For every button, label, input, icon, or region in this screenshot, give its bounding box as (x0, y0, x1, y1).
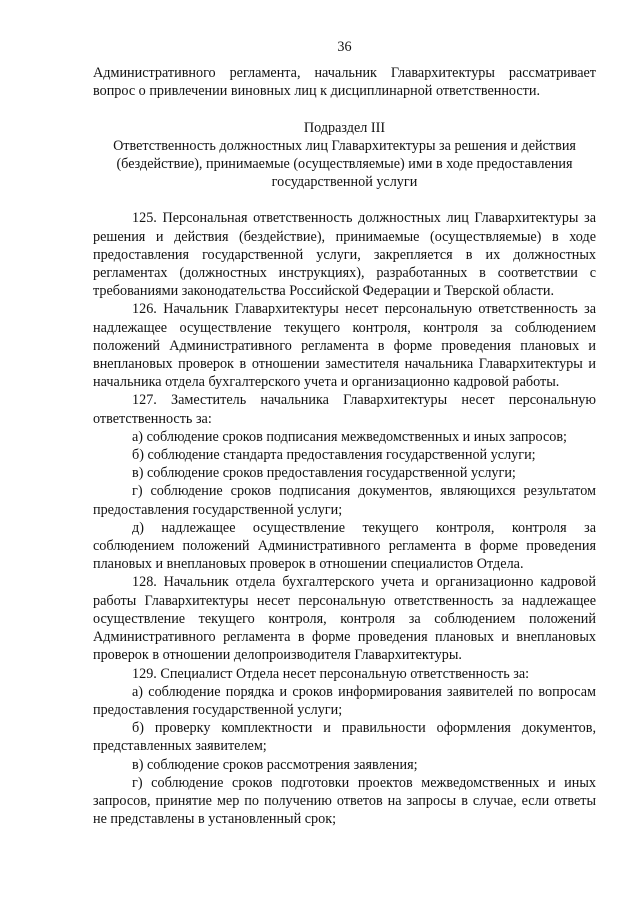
paragraph-126: 126. Начальник Главархитектуры несет персональную ответственность за надлежащее осуществление текущего контроля, контроля за соблюдением положений Административного регламента в форме проведения плановых и внеплановых проверок в отношении заместителя начальника Главархитектуры и начальника отдела бухгалтерского учета и организационно кадровой работы. (93, 301, 596, 391)
list-item-127-d: д) надлежащее осуществление текущего контроля, контроля за соблюдением положений Административного регламента в форме проведения плановых и внеплановых проверок в отношении специалистов Отдела. (93, 519, 596, 573)
subsection-label: Подраздел III (303, 119, 386, 136)
paragraph-125: 125. Персональная ответственность должностных лиц Главархитектуры за решения и действия (бездействие), принимаемые (осуществляемые) в ходе предоставления государственной услуги, закрепляется в их должностных регламентах (должностных инструкциях), разработанных в соответствии с требованиями законодательства Российской Федерации и Тверской области. (93, 210, 596, 300)
list-item-127-g: г) соблюдение сроков подписания документов, являющихся результатом предоставления государственной услуги; (93, 483, 596, 518)
paragraph-list (93, 209, 596, 828)
subsection-title: Ответственность должностных лиц Главархитектуры за решения и действия (бездействие), принимаемые (осуществляемые) ими в ходе предоставления государственной услуги (113, 137, 576, 191)
list-item-129-g: г) соблюдение сроков подготовки проектов межведомственных и иных запросов, принятие мер по получению ответов на запросы в случае, если ответы не представлены в установленный срок; (93, 774, 596, 828)
paragraph-128: 128. Начальник отдела бухгалтерского учета и организационно кадровой работы Главархитектуры несет персональную ответственность за надлежащее осуществление текущего контроля, контроля за соблюдением положений Административного регламента в форме проведения плановых и внеплановых проверок в отношении делопроизводителя Главархитектуры. (93, 574, 596, 664)
document-page (93, 38, 596, 828)
intro-paragraph: Административного регламента, начальник Главархитектуры рассматривает вопрос о привлечении виновных лиц к дисциплинарной ответственности. (93, 65, 596, 100)
list-item-127-v: в) соблюдение сроков предоставления государственной услуги; (132, 465, 516, 482)
paragraph-129: 129. Специалист Отдела несет персональную ответственность за: (132, 665, 530, 682)
paragraph-127: 127. Заместитель начальника Главархитектуры несет персональную ответственность за: (93, 392, 596, 427)
list-item-129-b: б) проверку комплектности и правильности оформления документов, представленных заявителем; (93, 720, 596, 755)
list-item-127-a: а) соблюдение сроков подписания межведомственных и иных запросов; (132, 428, 567, 445)
page-number: 36 (337, 39, 352, 55)
list-item-129-v: в) соблюдение сроков рассмотрения заявления; (132, 756, 418, 773)
list-item-129-a: а) соблюдение порядка и сроков информирования заявителей по вопросам предоставления государственной услуги; (93, 683, 596, 718)
list-item-127-b: б) соблюдение стандарта предоставления государственной услуги; (132, 447, 536, 464)
